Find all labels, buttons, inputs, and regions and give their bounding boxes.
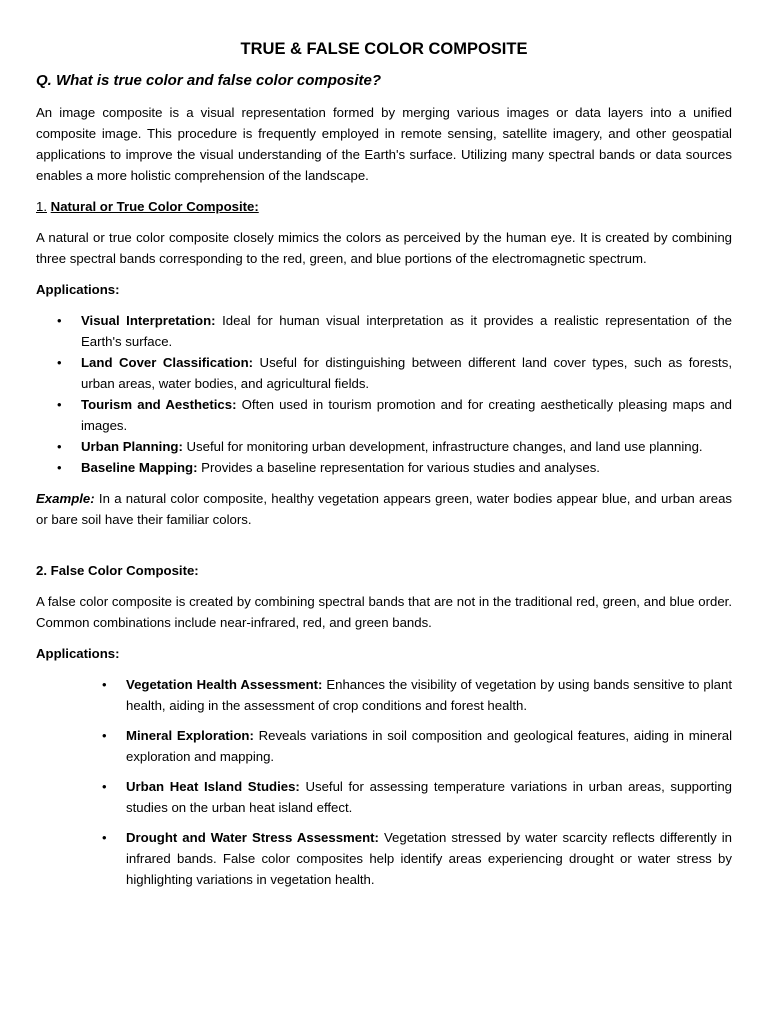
bullet-icon: • (57, 439, 62, 454)
application-term: Drought and Water Stress Assessment: (126, 830, 379, 845)
section2-heading (36, 560, 732, 581)
section2-number: 2. (36, 563, 47, 578)
bullet-icon: • (102, 677, 107, 692)
section1-number: 1. (36, 199, 47, 214)
application-text: Often used in tourism promotion and for creating aesthetically pleasing maps and images. (81, 397, 732, 433)
bullet-icon: • (57, 397, 62, 412)
bullet-icon: • (102, 728, 107, 743)
bullet-icon: • (57, 460, 62, 475)
application-text: Ideal for human visual interpretation as it provides a realistic representation of the Earth's surface. (81, 313, 733, 349)
application-text: Useful for distinguishing between different land cover types, such as forests, urban areas, water bodies, and agricultural fields. (81, 355, 732, 391)
intro-paragraph: An image composite is a visual representation formed by merging various images or data layers into a unified composite image. This procedure is frequently employed in remote sensing, satellite imagery, and other geospatial applications to improve the visual understanding of the Earth's surface. Utilizing many spectral bands or data sources enables a more holistic comprehension of the landscape. (36, 105, 732, 183)
list-item (57, 310, 733, 352)
section1-title: Natural or True Color Composite: (50, 199, 259, 214)
list-item (102, 725, 733, 767)
application-text: Reveals variations in soil composition and geological features, aiding in mineral exploration and mapping. (126, 728, 733, 764)
bullet-icon: • (102, 830, 107, 845)
application-text: Useful for assessing temperature variations in urban areas, supporting studies on the urban heat island effect. (126, 779, 732, 815)
bullet-icon: • (57, 313, 62, 328)
section1-applications-list (36, 310, 732, 478)
list-item (57, 457, 732, 478)
list-item (102, 827, 732, 890)
application-text: Vegetation stressed by water scarcity reflects differently in infrared bands. False color composites help identify areas experiencing drought or water stress by highlighting variations in vegetation health. (126, 830, 732, 887)
application-text: Provides a baseline representation for various studies and analyses. (197, 460, 600, 475)
section2-title: False Color Composite: (50, 563, 199, 578)
list-item (102, 674, 732, 716)
application-term: Mineral Exploration: (126, 728, 254, 743)
bullet-icon: • (102, 779, 107, 794)
application-term: Tourism and Aesthetics: (81, 397, 237, 412)
application-term: Baseline Mapping: (81, 460, 198, 475)
section1-applications-label: Applications: (36, 282, 120, 297)
application-text: Useful for monitoring urban development, infrastructure changes, and land use planning. (182, 439, 703, 454)
section1-heading (36, 196, 732, 217)
application-term: Land Cover Classification: (81, 355, 254, 370)
bullet-icon: • (57, 355, 62, 370)
question-heading: Q. What is true color and false color composite? (36, 72, 382, 89)
list-item (57, 436, 732, 457)
list-item (57, 352, 732, 394)
section1-description: A natural or true color composite closely mimics the colors as perceived by the human eye. It is created by combining three spectral bands corresponding to the red, green, and blue portions of the electromagnetic spectrum. (36, 230, 732, 266)
document-title: TRUE & FALSE COLOR COMPOSITE (240, 40, 528, 58)
section-spacer (36, 540, 732, 560)
application-term: Vegetation Health Assessment: (126, 677, 323, 692)
application-term: Urban Heat Island Studies: (126, 779, 300, 794)
application-text: Enhances the visibility of vegetation by using bands sensitive to plant health, aiding in the assessment of crop conditions and forest health. (126, 677, 732, 713)
example-label: Example: (36, 491, 95, 506)
example-text: In a natural color composite, healthy vegetation appears green, water bodies appear blue, and urban areas or bare soil have their familiar colors. (36, 491, 732, 527)
section2-applications-list (36, 674, 732, 890)
section2-applications-label: Applications: (36, 646, 120, 661)
list-item (57, 394, 732, 436)
application-term: Urban Planning: (81, 439, 183, 454)
application-term: Visual Interpretation: (81, 313, 216, 328)
section2-description: A false color composite is created by combining spectral bands that are not in the traditional red, green, and blue order. Common combinations include near-infrared, red, and green bands. (36, 594, 732, 630)
list-item (102, 776, 732, 818)
example-paragraph (36, 488, 732, 530)
